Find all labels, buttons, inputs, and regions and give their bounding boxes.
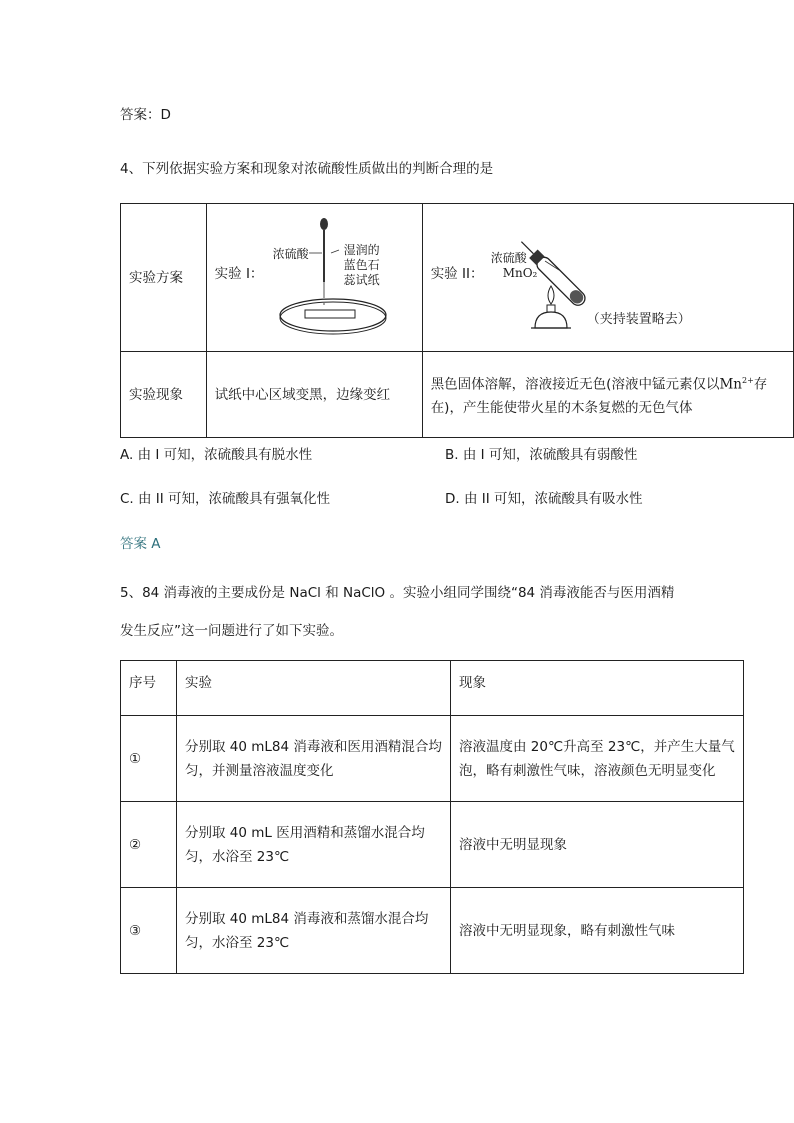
q4-row1-head: 实验方案 [121, 204, 207, 352]
question-5-stem-line2: 发生反应”这一问题进行了如下实验。 [120, 623, 343, 639]
exp1-acid-label: 浓硫酸 [272, 247, 309, 261]
question-4-stem: 4、下列依据实验方案和现象对浓硫酸性质做出的判断合理的是 [120, 161, 494, 177]
exp2-label: 实验 II： [430, 266, 484, 282]
option-c: C. 由 II 可知，浓硫酸具有强氧化性 [120, 491, 331, 507]
exp2-acid-label: 浓硫酸 [490, 251, 527, 265]
q5-table [120, 660, 744, 974]
q5-head-exp: 实验 [177, 661, 451, 716]
answer-4: 答案 A [120, 536, 161, 552]
dropper-bulb [320, 218, 328, 230]
q4-table [120, 203, 794, 438]
table-row: ① 分别取 40 mL84 消毒液和医用酒精混合均 匀，并测量溶液温度变化 溶液温度由 20℃升高至 23℃，并产生大量气 泡，略有刺激性气味，溶液颜色无明显变化 [121, 716, 744, 802]
spirit-lamp [535, 312, 567, 328]
q4-row2-head: 实验现象 [121, 352, 207, 438]
exp1-paper-label-1: 湿润的 [343, 243, 380, 257]
q5-head-no: 序号 [121, 661, 177, 716]
option-d: D. 由 II 可知，浓硫酸具有吸水性 [445, 491, 643, 507]
option-a: A. 由 I 可知，浓硫酸具有脱水性 [120, 447, 313, 463]
exp2-solid-label: MnO₂ [502, 266, 538, 280]
q4-exp1-cell [206, 204, 422, 352]
q4-obs1-cell: 试纸中心区域变黑，边缘变红 [206, 352, 422, 438]
exp1-paper-label-2: 蓝色石 [343, 258, 380, 272]
exp2-note: （夹持装置略去） [586, 312, 691, 327]
table-row: ② 分别取 40 mL 医用酒精和蒸馏水混合均 匀，水浴至 23℃ 溶液中无明显现象 [121, 802, 744, 888]
test-paper [305, 310, 355, 318]
q5-head-obs: 现象 [451, 661, 744, 716]
mn-charge: 2+ [742, 375, 754, 385]
exp1-paper-label-3: 蕊试纸 [343, 273, 380, 287]
mn-ion: Mn [719, 376, 742, 393]
flame [548, 286, 554, 304]
answer-3: 答案：D [120, 107, 171, 123]
q4-exp2-cell [422, 204, 793, 352]
table-row: ③ 分别取 40 mL84 消毒液和蒸馏水混合均 匀，水浴至 23℃ 溶液中无明显现象，略有刺激性气味 [121, 888, 744, 974]
q4-obs2-cell: 黑色固体溶解，溶液接近无色(溶液中锰元素仅以$Mn^{2+}$存 在)，产生能使带火星的木条复燃的无色气体 [422, 352, 793, 438]
option-b: B. 由 I 可知，浓硫酸具有弱酸性 [445, 447, 638, 463]
question-5-stem-line1: 5、84 消毒液的主要成份是 NaCl 和 NaClO 。实验小组同学围绕“84 消毒液能否与医用酒精 [120, 585, 675, 601]
exp1-label: 实验 I： [214, 266, 264, 282]
